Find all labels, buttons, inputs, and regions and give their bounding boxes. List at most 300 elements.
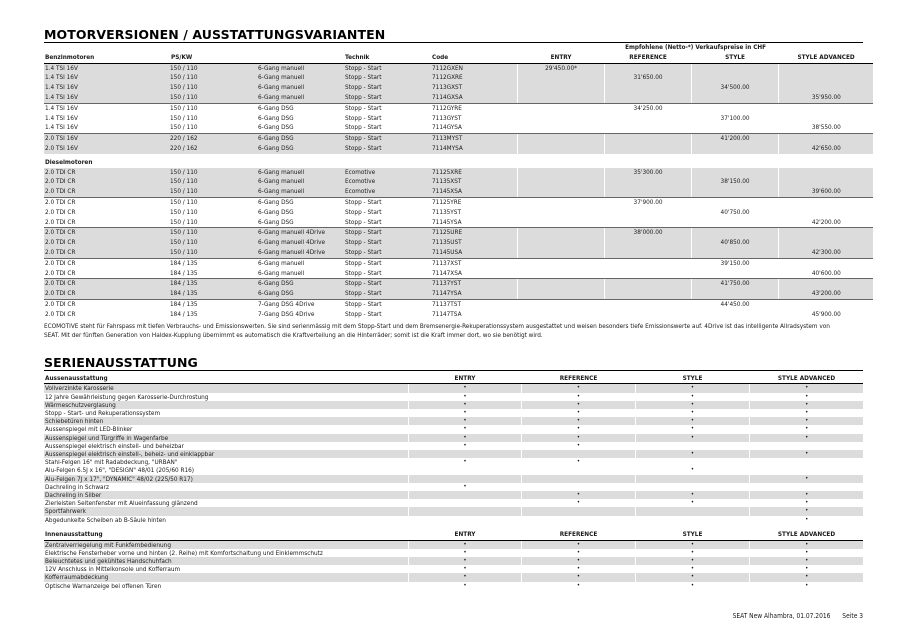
motor-cell-t: Stopp - Start [345,103,382,112]
bullet-mark: • [576,384,581,392]
motor-cell-code: 71147XSA [431,269,517,279]
feature-mark [749,393,863,401]
motor-cell-r [604,258,691,268]
serien-rule [44,370,863,371]
outer-rows [44,384,863,524]
motor-table-header [44,53,873,63]
motor-cell-code: 7113GYST [432,113,462,122]
bullet-mark: • [690,425,695,433]
bullet-mark: • [690,490,695,498]
motor-cell-g: 6-Gang DSG [257,123,344,133]
motor-cell-e: 29'450.00* [517,63,604,73]
motor-row [44,134,873,144]
motor-cell-g: 6-Gang DSG [257,144,344,154]
feature-name-text: Stahl-Felgen 16" mit Radabdeckung, "URBAN" [45,458,178,467]
col-gearbox [257,53,344,63]
motor-cell-r [604,63,691,73]
motor-cell-a [778,177,873,187]
motor-row [44,299,873,309]
motor-cell-s: 37'100.00 [691,114,778,124]
outer-col-entry: ENTRY [408,374,521,384]
diesel-rows [44,168,873,320]
motor-cell-r [604,299,691,309]
motor-cell-e [517,197,604,207]
feature-name-text: Optische Warnanzeige bei offenen Türen [45,581,162,590]
motor-cell-t: Stopp - Start [344,248,431,258]
bullet-mark: • [805,515,809,523]
motor-cell-s [691,123,778,133]
bullet-mark [637,442,749,450]
bullet-mark: • [576,581,581,589]
motor-cell-g: 6-Gang manuell [257,73,344,83]
motor-cell-e [517,187,604,197]
motor-cell-m: 2.0 TDI CR [44,177,170,187]
col-ps-kw: PS/KW [170,53,257,63]
motor-cell-code: 71125XRE [431,168,517,178]
motor-cell-e [517,93,604,103]
motor-cell-s: 40'850.00 [691,238,778,248]
bullet-mark [410,507,521,515]
motor-cell-s [691,310,778,320]
motor-cell-code: 71145USA [431,248,517,258]
feature-mark [635,483,749,491]
feature-mark [408,425,521,433]
motor-cell-s [691,63,778,73]
motor-cell-m: 1.4 TSI 16V [45,103,78,112]
bullet-mark: • [576,425,581,433]
bullet-mark: • [805,499,809,507]
motor-cell-ps: 150 / 110 [170,83,257,93]
feature-row [44,516,863,524]
motor-cell-g: 6-Gang manuell 4Drive [257,248,344,258]
feature-mark [521,557,635,565]
feature-mark [521,425,635,433]
motor-cell-m: 2.0 TDI CR [45,299,76,308]
feature-mark [521,417,635,425]
motor-row [44,187,873,197]
motor-cell-s [691,269,778,279]
motor-cell-a [778,279,873,289]
feature-mark [749,565,863,573]
motor-cell-r [604,134,691,144]
feature-name-text: Wärmeschutzverglasung [45,400,116,409]
bullet-mark: • [576,499,581,507]
feature-mark [749,425,863,433]
feature-mark [635,540,749,549]
motor-cell-code: 71147TSA [432,309,462,318]
motor-cell-g: 6-Gang manuell [257,168,344,178]
bullet-mark [637,475,749,483]
motor-cell-e [517,310,604,320]
feature-mark [635,393,749,401]
feature-name-text: Dachreling in Schwarz [45,482,109,491]
motor-cell-m: 2.0 TDI CR [44,228,170,238]
motor-cell-ps: 184 / 135 [170,309,198,318]
motor-cell-r: 35'300.00 [604,168,691,178]
feature-mark [521,442,635,450]
feature-row [44,458,863,474]
motor-cell-a [778,134,873,144]
feature-mark [749,384,863,393]
motor-cell-s [691,197,778,207]
bullet-mark [523,450,635,458]
footer-doc: SEAT New Alhambra, 01.07.2016 [732,612,831,620]
motor-cell-a: 38'550.00 [778,123,873,133]
feature-name-text: 12V Anschluss in Mittelkonsole und Kofferraum [45,565,181,574]
feature-mark [408,458,521,474]
feature-mark [635,409,749,417]
motor-cell-ps: 150 / 110 [170,218,257,228]
feature-name [44,483,408,491]
feature-name [44,434,408,442]
feature-mark [635,458,749,474]
feature-mark [635,491,749,499]
motor-cell-code: 71135YST [432,207,461,216]
feature-mark [521,499,635,507]
motor-row [44,93,873,103]
inner-col-style: STYLE [635,530,749,540]
feature-name [44,557,408,565]
bullet-mark: • [690,556,695,564]
feature-mark [521,434,635,442]
motor-cell-m: 1.4 TSI 16V [44,73,170,83]
feature-mark [521,458,635,474]
motor-cell-e [517,218,604,228]
bullet-mark: • [805,548,809,556]
feature-name-text: Sportfahrwerk [45,507,86,516]
motor-cell-a [778,208,873,218]
bullet-mark: • [463,417,467,425]
feature-name [44,384,408,393]
bullet-mark [751,458,864,466]
motor-cell-e [517,114,604,124]
bullet-mark: • [805,408,809,416]
bullet-mark: • [805,433,809,441]
bullet-mark: • [690,466,695,474]
motor-cell-ps: 184 / 135 [170,279,257,289]
feature-mark [749,573,863,581]
feature-mark [408,557,521,565]
motor-cell-g: 6-Gang DSG [258,207,294,216]
bullet-mark: • [805,417,809,425]
bullet-mark: • [805,507,809,515]
motor-cell-a [778,103,873,113]
feature-mark [749,540,863,549]
feature-name [44,417,408,425]
motor-cell-t: Ecomotive [344,187,431,197]
note-line-2: SEAT. Mit der fünften Generation von Haldex-Kupplung übernimmt es automatisch die Kraftverteilung an die Hinterräder; somit ist die Kraft immer dort, wo sie benötigt wird. [44,330,543,339]
feature-mark [408,565,521,573]
feature-mark [408,499,521,507]
feature-mark [635,475,749,483]
feature-mark [521,401,635,409]
motor-cell-e [517,269,604,279]
motor-cell-m: 2.0 TDI CR [45,207,76,216]
motor-cell-ps: 220 / 162 [170,144,257,154]
feature-row [44,401,863,409]
motor-cell-e [517,134,604,144]
motor-cell-e [517,103,604,113]
feature-mark [408,393,521,401]
feature-row [44,565,863,573]
bullet-mark [751,442,864,450]
feature-mark [521,384,635,393]
bullet-mark: • [690,433,695,441]
feature-mark [408,483,521,491]
feature-mark [408,475,521,483]
feature-mark [408,491,521,499]
motor-row [44,83,873,93]
feature-mark [635,582,749,590]
motor-cell-t: Stopp - Start [345,113,382,122]
motor-cell-g: 6-Gang DSG [257,279,344,289]
bullet-mark [410,475,521,483]
bullet-mark: • [805,425,809,433]
motor-cell-t: Stopp - Start [344,269,431,279]
motor-cell-code: 71145XSA [431,187,517,197]
feature-name [44,565,408,573]
motor-cell-e [517,289,604,299]
motor-cell-code: 7114GXSA [431,93,517,103]
feature-mark [408,582,521,590]
motor-cell-r [604,123,691,133]
feature-mark [635,499,749,507]
bullet-mark [751,483,864,491]
motor-cell-m: 2.0 TDI CR [44,218,170,228]
feature-row [44,573,863,581]
bullet-mark: • [576,556,581,564]
motor-cell-ps: 184 / 135 [170,289,257,299]
feature-mark [635,557,749,565]
feature-mark [749,417,863,425]
motor-cell-t: Stopp - Start [345,309,382,318]
feature-mark [635,573,749,581]
page [44,0,863,590]
feature-mark [521,483,635,491]
motor-row [44,73,873,83]
motor-cell-s [691,187,778,197]
feature-mark [521,540,635,549]
motor-cell-s [691,168,778,178]
motor-row [44,114,873,124]
motor-cell-r [604,279,691,289]
feature-row [44,425,863,433]
motor-cell-g: 6-Gang DSG [257,134,344,144]
motor-row [44,168,873,178]
motor-cell-e [517,168,604,178]
feature-name-text: Kofferraumabdeckung [45,573,109,582]
motor-cell-ps: 150 / 110 [170,168,257,178]
bullet-mark: • [576,458,581,466]
motor-cell-m: 1.4 TSI 16V [45,113,78,122]
motor-cell-ps: 150 / 110 [170,228,257,238]
motor-cell-code: 7112GXRE [431,73,517,83]
motor-cell-t: Ecomotive [344,177,431,187]
motor-cell-t: Stopp - Start [344,289,431,299]
feature-name-text: Elektrische Fensterheber vorne und hinten (2. Reihe) mit Komfortschaltung und Einklemmschutz [45,548,323,557]
motor-cell-ps: 150 / 110 [170,73,257,83]
feature-mark [521,409,635,417]
bullet-mark: • [463,540,467,548]
feature-row [44,434,863,442]
motor-cell-r [604,114,691,124]
feature-row [44,417,863,425]
bullet-mark [637,507,749,515]
motor-cell-s [691,248,778,258]
feature-name-text: Zentralverriegelung mit Funkfernbedienung [45,540,171,549]
inner-col-style-advanced: STYLE ADVANCED [749,530,863,540]
motor-row [44,258,873,268]
motor-cell-code: 7112GXEN [431,63,517,73]
feature-mark [521,516,635,524]
motor-cell-a [778,299,873,309]
motor-cell-m: 2.0 TDI CR [44,279,170,289]
motor-cell-a: 42'200.00 [778,218,873,228]
bullet-mark: • [463,573,467,581]
motor-cell-s [691,144,778,154]
motor-cell-t: Ecomotive [344,168,431,178]
motor-cell-s [691,218,778,228]
motor-row [44,123,873,133]
bullet-mark: • [576,392,581,400]
motor-cell-r: 34'250.00 [604,103,691,113]
feature-name [44,442,408,450]
motor-cell-ps: 150 / 110 [170,197,198,206]
motor-cell-t: Stopp - Start [344,134,431,144]
motor-cell-ps: 150 / 110 [170,187,257,197]
bullet-mark: • [463,400,467,408]
motor-cell-s [691,103,778,113]
feature-row [44,491,863,499]
motor-cell-ps: 150 / 110 [170,103,198,112]
feature-mark [408,573,521,581]
bullet-mark [410,491,521,499]
motor-cell-e [517,299,604,309]
motor-cell-a: 39'600.00 [778,187,873,197]
feature-row [44,540,863,549]
feature-name [44,540,408,549]
motor-cell-code: 71135XST [431,177,517,187]
motor-cell-g: 6-Gang manuell 4Drive [257,238,344,248]
feature-row [44,384,863,393]
bullet-mark: • [805,474,809,482]
motor-cell-m: 2.0 TDI CR [44,289,170,299]
feature-mark [749,409,863,417]
motor-cell-code: 71137TST [432,299,461,308]
motor-cell-a [778,238,873,248]
feature-name-text: 12 Jahre Gewährleistung gegen Karosserie-Durchrostung [45,392,209,401]
motor-cell-ps: 150 / 110 [170,207,198,216]
motor-cell-g: 7-Gang DSG 4Drive [258,309,315,318]
motor-cell-r [604,187,691,197]
motor-row [44,197,873,207]
feature-name [44,393,408,401]
inner-col-reference: REFERENCE [521,530,635,540]
motor-cell-a [778,114,873,124]
bullet-mark [751,466,864,474]
feature-mark [749,442,863,450]
bullet-mark: • [463,556,467,564]
feature-mark [408,384,521,393]
motor-cell-s [691,93,778,103]
bullet-mark: • [805,540,809,548]
bullet-mark: • [576,408,581,416]
feature-mark [635,384,749,393]
motor-cell-e [517,258,604,268]
bullet-mark [523,466,635,474]
bullet-mark [637,483,749,491]
bullet-mark [410,466,521,474]
motor-cell-a [778,168,873,178]
feature-name-text: Zierleisten Seitenfenster mit Alueinfassung glänzend [45,499,198,508]
feature-mark [635,434,749,442]
motor-cell-m: 2.0 TDI CR [45,309,76,318]
motor-cell-t: Stopp - Start [344,73,431,83]
feature-mark [749,507,863,515]
motor-cell-s: 38'150.00 [691,177,778,187]
motor-cell-ps: 150 / 110 [170,177,257,187]
inner-rows [44,540,863,590]
bullet-mark: • [805,392,809,400]
motor-cell-g: 6-Gang manuell [257,187,344,197]
motor-row [44,144,873,154]
bullet-mark: • [690,408,695,416]
bullet-mark: • [690,581,695,589]
motor-cell-r [604,269,691,279]
motor-cell-t: Stopp - Start [345,207,382,216]
motor-cell-r: 38'000.00 [604,228,691,238]
motor-cell-e [517,279,604,289]
feature-mark [521,491,635,499]
motor-cell-code: 71125YRE [432,197,462,206]
bullet-mark: • [576,490,581,498]
bullet-mark: • [805,565,809,573]
feature-mark [749,475,863,483]
motor-cell-m: 2.0 TDI CR [45,197,76,206]
motor-cell-s: 41'200.00 [691,134,778,144]
motor-cell-ps: 184 / 135 [170,258,198,267]
motor-cell-s [691,73,778,83]
page-footer [723,612,863,620]
feature-name-text: Aussenspiegel elektrisch einstell-, beheiz- und einklappbar [45,449,215,458]
feature-name [44,516,408,524]
feature-mark [635,507,749,515]
feature-name-text: Aussenspiegel und Türgriffe in Wagenfarbe [45,433,169,442]
bullet-mark: • [463,408,467,416]
bullet-mark [637,516,749,524]
feature-mark [408,540,521,549]
motor-cell-g: 6-Gang DSG [258,197,294,206]
motor-cell-s [691,289,778,299]
bullet-mark: • [576,417,581,425]
bullet-mark [523,516,635,524]
ecomotive-note [44,322,863,340]
bullet-mark [410,450,521,458]
motor-row [44,310,873,320]
feature-mark [408,442,521,450]
motor-row [44,279,873,289]
feature-mark [521,475,635,483]
motor-cell-code: 71135UST [431,238,517,248]
feature-name-text: Aussenspiegel elektrisch einstell- und beheizbar [45,441,184,450]
feature-row [44,475,863,483]
motor-row [44,289,873,299]
motor-cell-t: Stopp - Start [344,83,431,93]
motor-cell-r [604,177,691,187]
feature-name [44,582,408,590]
outer-col-style-advanced: STYLE ADVANCED [749,374,863,384]
motor-cell-m: 2.0 TDI CR [44,168,170,178]
